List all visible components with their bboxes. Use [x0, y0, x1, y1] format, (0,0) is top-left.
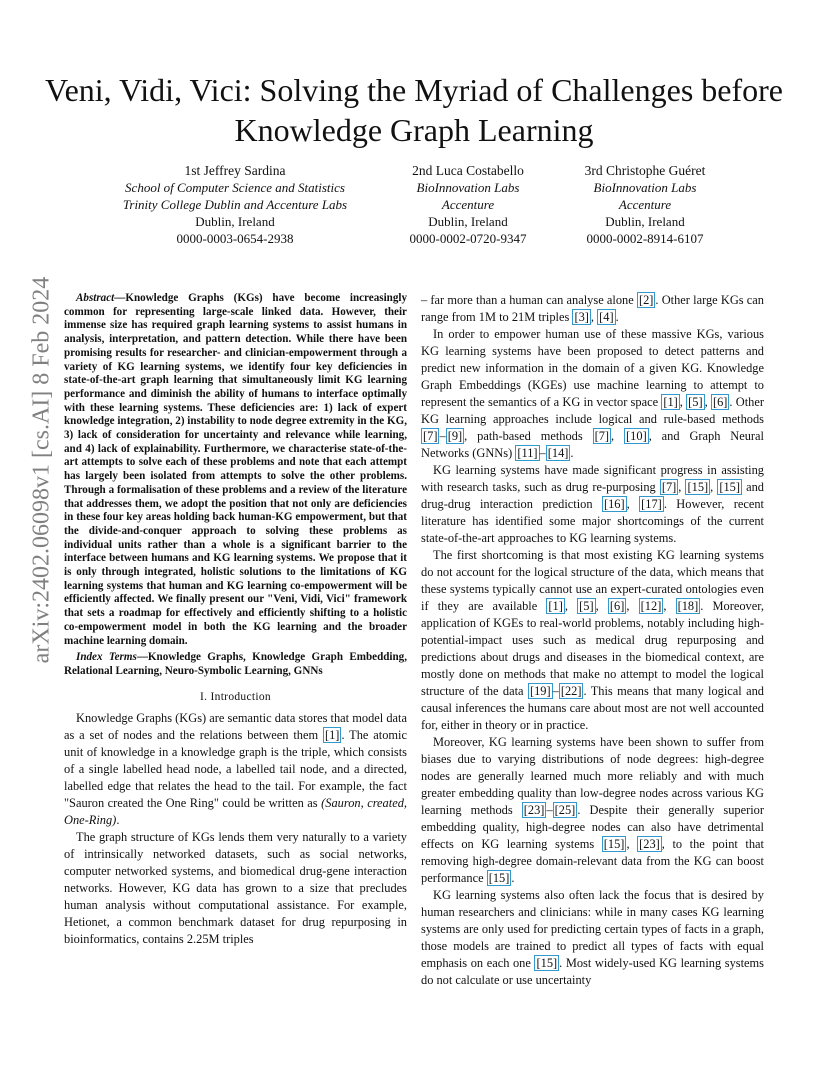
citation-link[interactable]: [4]: [599, 310, 614, 324]
citation-link[interactable]: [9]: [447, 429, 463, 443]
author-affiliation: Accenture: [441, 197, 495, 212]
citation-link[interactable]: [1]: [324, 727, 340, 742]
paragraph: KG learning systems have made significant progress in assisting with research tasks, such as drug re-purposing [7] , [15] , [15] and drug-drug interaction prediction [16] , [17] . However, recent literature has identified some major shortcomings of the current state-of-the-art approaches to KG learning systems.: [421, 463, 764, 545]
paragraph: In order to empower human use of these massive KGs, various KG learning systems have been proposed to detect patterns and predict new information in the domain of a given KG. Knowledge Graph Embeddings (KGEs) use machine learning to attempt to represent the semantics of a KG in vector space [1] , [5] , [6] . Other KG learning approaches include logical and rule-based methods [7] – [9] , path-based methods [7] , [10] , and Graph Neural Networks (GNNs) [11] – [14] .: [421, 327, 764, 460]
section-heading: I. Introduction: [200, 690, 271, 703]
left-column: [64, 292, 407, 948]
author-orcid: 0000-0003-0654-2938: [176, 231, 294, 246]
citation-link[interactable]: [19]: [529, 684, 551, 698]
citation-link[interactable]: [15]: [719, 480, 741, 494]
abstract-label: Abstract: [76, 292, 115, 304]
citation-link[interactable]: [2]: [638, 293, 654, 307]
citation-link[interactable]: [18]: [677, 599, 699, 613]
author-block-1: [120, 162, 350, 247]
paragraph: The first shortcoming is that most existing KG learning systems do not account for the logical structure of the data, which means that these systems typically cannot use an expert-curated ontologies even if they are available [1] , [5] , [6] , [12] , [18] . Moreover, application of KGEs to real-world problems, notably including high-potential-impact uses such as medical drug repurposing and predictions about drugs and diseases in the biomedical context, are mostly done on methods that make no attempt to model the logical structure of the data [19] – [22] . This means that many logical and causal inferences the humans care about most are not well accounted for, either in theory or in practice.: [421, 548, 764, 732]
author-block-2: [378, 162, 558, 247]
citation-link[interactable]: [1]: [548, 599, 563, 613]
citation-link[interactable]: [6]: [609, 599, 625, 613]
author-location: Dublin, Ireland: [195, 214, 275, 229]
author-block-3: [555, 162, 735, 247]
citation-link[interactable]: [10]: [626, 429, 647, 443]
citation-link[interactable]: [5]: [579, 599, 594, 613]
author-affiliation: Accenture: [618, 197, 672, 212]
author-affiliation: Trinity College Dublin and Accenture Labs: [122, 197, 348, 212]
paragraph: The graph structure of KGs lends them very naturally to a variety of intrinsically networked datasets, such as social networks, computer networked systems, and biomedical drug-gene interaction networks. However, KG data has grown to a size that precludes human analysis without computational assistance. For example, Hetionet, a common benchmark dataset for drug repurposing in bioinformatics, contains 2.25M triples: [64, 829, 407, 946]
citation-link[interactable]: [7]: [423, 429, 438, 443]
abstract: [64, 292, 407, 648]
citation-link[interactable]: [6]: [712, 395, 728, 409]
citation-link[interactable]: [12]: [640, 599, 662, 613]
paragraph: – far more than a human can analyse alone [2] . Other large KGs can range from 1M to 21M triples [3] , [4] .: [421, 293, 764, 324]
citation-link[interactable]: [16]: [603, 497, 625, 511]
index-terms-text: —Knowledge Graphs, Knowledge Graph Embedding, Relational Learning, Neuro-Symbolic Learning, GNNs: [64, 651, 408, 677]
citation-link[interactable]: [25]: [554, 803, 576, 817]
citation-link[interactable]: [15]: [536, 956, 558, 970]
author-affiliation: School of Computer Science and Statistics: [125, 180, 345, 195]
author-name: 2nd Luca Costabello: [412, 163, 524, 178]
citation-link[interactable]: [15]: [488, 871, 510, 885]
paragraph: KG learning systems also often lack the focus that is desired by human researchers and clinicians: while in many cases KG learning systems are only used for predicting certain types of facts in a graph, those models are trained to predict all types of facts with equal emphasis on each one [15] . Most widely-used KG learning systems do not calculate or use uncertainty: [421, 888, 764, 987]
index-terms-label: Index Terms: [76, 651, 137, 664]
citation-link[interactable]: [1]: [663, 395, 678, 409]
author-name: 3rd Christophe Guéret: [584, 163, 706, 178]
citation-link[interactable]: [23]: [523, 803, 545, 817]
paragraph: Moreover, KG learning systems have been shown to suffer from biases due to varying distributions of node degrees: high-degree nodes are generally learned much more reliably and with much greater embedding quality than low-degree nodes across various KG learning methods [23] – [25] . Despite their generally superior embedding quality, high-degree nodes can also have detrimental effects on KG learning systems [15] , [23] , to the point that removing high-degree domain-relevant data from the KG can boost performance [15] .: [421, 735, 764, 885]
arxiv-identifier: arXiv:2402.06098v1 [cs.AI] 8 Feb 2024: [28, 276, 55, 664]
paper-title: Veni, Vidi, Vici: Solving the Myriad of Challenges before Knowledge Graph Learning: [45, 72, 783, 148]
abstract-text: —Knowledge Graphs (KGs) have become increasingly common for representing large-scale linked data. However, their immense size has required graph learning systems to assist humans in analysis, interpretation, and pattern detection. While there have been promising results for researcher- and clinician-empowerment through a variety of KG learning systems, we identify four key deficiencies in state-of-the-art graph learning that simultaneously limit KG learning performance and diminish the ability of humans to interface optimally with these learning systems. These deficiencies are: 1) lack of expert knowledge integration, 2) instability to node degree extremity in the KG, 3) lack of consideration for uncertainty and relevance while learning, and 4) lack of explainability. Furthermore, we characterise state-of-the-art attempts to solve each of these problems and note that each attempt has largely been isolated from attempts to solve the other problems. Through a formalisation of these problems and a review of the literature that addresses them, we adopt the position that not only are deficiencies in these four key areas holding back human-KG empowerment, but that the divide-and-conquer approach to solving these problems as individual units rather than a whole is a significant barrier to the interface between humans and KG learning systems. We propose that it is only through integrated, holistic solutions to the limitations of KG learning systems that human and KG learning co-empowerment will be efficiently affected. We finally present our "Veni, Vidi, Vici" framework that sets a roadmap for effectively and efficiently shifting to a holistic co-empowerment model in both the KG learning and the broader machine learning domain.: [64, 292, 407, 647]
author-location: Dublin, Ireland: [605, 214, 685, 229]
citation-link[interactable]: [3]: [574, 310, 589, 324]
citation-link[interactable]: [11]: [517, 446, 538, 460]
right-column: [421, 292, 764, 989]
author-affiliation: BioInnovation Labs: [593, 180, 697, 195]
citation-link[interactable]: [23]: [639, 837, 660, 851]
citation-link[interactable]: [15]: [603, 837, 625, 851]
author-affiliation: BioInnovation Labs: [416, 180, 520, 195]
author-location: Dublin, Ireland: [428, 214, 508, 229]
citation-link[interactable]: [22]: [560, 684, 582, 698]
author-orcid: 0000-0002-0720-9347: [409, 231, 527, 246]
citation-link[interactable]: [7]: [661, 480, 677, 494]
author-name: 1st Jeffrey Sardina: [184, 163, 286, 178]
index-terms: [64, 651, 407, 678]
citation-link[interactable]: [17]: [641, 497, 662, 511]
citation-link[interactable]: [15]: [687, 480, 709, 494]
citation-link[interactable]: [14]: [547, 446, 569, 460]
citation-link[interactable]: [5]: [688, 395, 703, 409]
citation-link[interactable]: [7]: [594, 429, 610, 443]
paragraph: Knowledge Graphs (KGs) are semantic data stores that model data as a set of nodes and the relations between them [1] . The atomic unit of knowledge in a knowledge graph is the triple, which consists of a single labelled head node, a labelled tail node, and a directed, labelled edge that relates the head to the tail. For example, the fact "Sauron created the One Ring" could be written as (Sauron, created, One-Ring).: [64, 710, 407, 827]
author-orcid: 0000-0002-8914-6107: [586, 231, 704, 246]
